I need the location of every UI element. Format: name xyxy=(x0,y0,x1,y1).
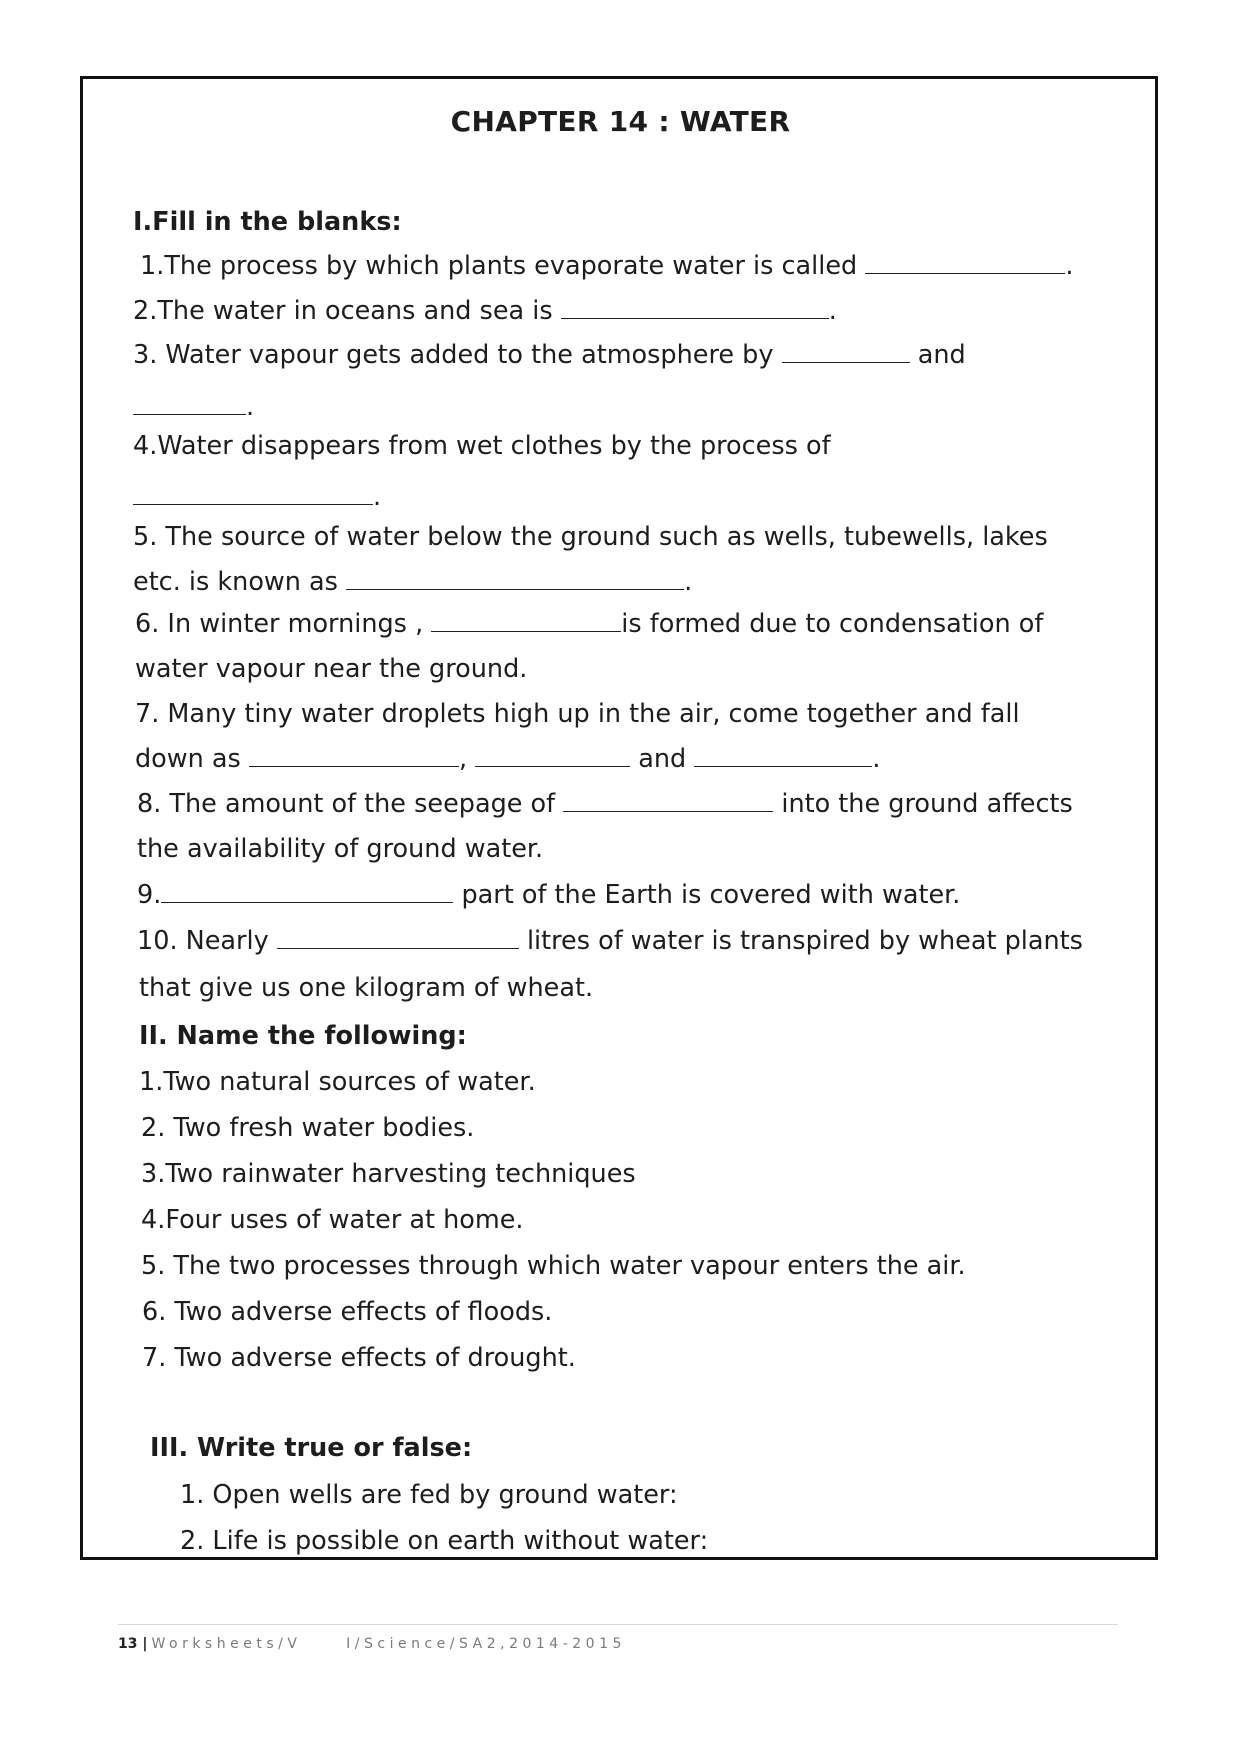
list-item: 1.Two natural sources of water. xyxy=(139,1067,536,1097)
question-1-8-cont: the availability of ground water. xyxy=(137,834,544,864)
blank[interactable] xyxy=(865,255,1065,274)
list-item: 2. Life is possible on earth without water: xyxy=(180,1526,709,1556)
question-1-4: 4.Water disappears from wet clothes by the process of xyxy=(133,431,831,461)
list-item: 4.Four uses of water at home. xyxy=(141,1205,524,1235)
question-1-6-cont: water vapour near the ground. xyxy=(135,654,528,684)
blank[interactable] xyxy=(277,930,519,949)
question-1-7: 7. Many tiny water droplets high up in the air, come together and fall xyxy=(135,699,1020,729)
question-1-3: 3. Water vapour gets added to the atmosphere by and xyxy=(133,340,966,370)
blank[interactable] xyxy=(346,571,684,590)
question-1-10: 10. Nearly litres of water is transpired by wheat plants xyxy=(137,926,1083,956)
blank[interactable] xyxy=(563,793,773,812)
blank[interactable] xyxy=(561,300,829,319)
question-1-5: 5. The source of water below the ground such as wells, tubewells, lakes xyxy=(133,522,1048,552)
blank[interactable] xyxy=(782,344,910,363)
blank[interactable] xyxy=(694,748,872,767)
section-3-heading: III. Write true or false: xyxy=(150,1433,473,1463)
list-item: 6. Two adverse effects of floods. xyxy=(142,1297,553,1327)
list-item: 7. Two adverse effects of drought. xyxy=(142,1343,576,1373)
list-item: 1. Open wells are fed by ground water: xyxy=(180,1480,678,1510)
question-1-8: 8. The amount of the seepage of into the ground affects xyxy=(137,789,1073,819)
footer-divider xyxy=(118,1624,1118,1625)
blank[interactable] xyxy=(475,748,630,767)
blank[interactable] xyxy=(161,884,453,903)
question-1-1: 1.The process by which plants evaporate water is called . xyxy=(140,251,1074,281)
question-1-9: 9. part of the Earth is covered with water. xyxy=(137,880,961,910)
question-1-5-cont: etc. is known as . xyxy=(133,567,693,597)
page-number: 13 | xyxy=(118,1636,148,1652)
footer-text: Worksheets/V I/Science/SA2,2014-2015 xyxy=(151,1636,626,1652)
blank[interactable] xyxy=(431,613,621,632)
question-1-2: 2.The water in oceans and sea is . xyxy=(133,296,837,326)
blank[interactable] xyxy=(133,486,373,505)
question-1-10-cont: that give us one kilogram of wheat. xyxy=(139,973,594,1003)
section-2-heading: II. Name the following: xyxy=(139,1021,467,1051)
page-footer xyxy=(118,1636,626,1652)
list-item: 2. Two fresh water bodies. xyxy=(141,1113,475,1143)
blank[interactable] xyxy=(249,748,459,767)
chapter-title: CHAPTER 14 : WATER xyxy=(450,105,791,138)
question-1-7-cont: down as , and . xyxy=(135,744,881,774)
blank[interactable] xyxy=(133,396,246,415)
section-1-heading: I.Fill in the blanks: xyxy=(133,207,402,237)
list-item: 5. The two processes through which water vapour enters the air. xyxy=(141,1251,966,1281)
question-1-4-cont: . xyxy=(133,485,381,511)
list-item: 3.Two rainwater harvesting techniques xyxy=(141,1159,636,1189)
question-1-6: 6. In winter mornings , is formed due to condensation of xyxy=(135,609,1044,639)
question-1-3-cont: . xyxy=(133,395,254,421)
